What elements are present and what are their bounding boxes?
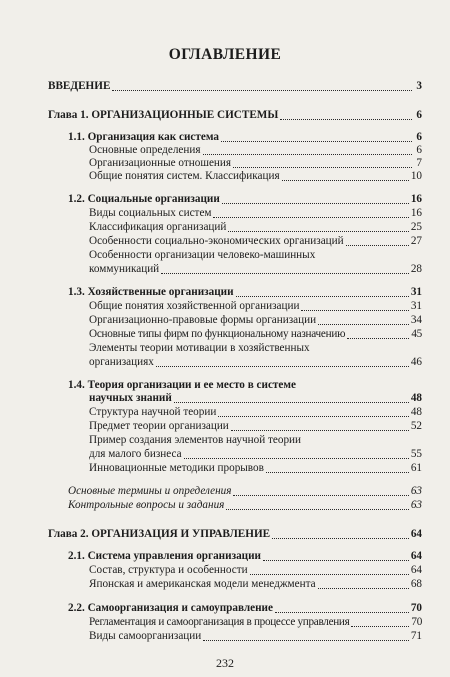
- toc-entry-section-1-4: 1.4. Теория организации и ее место в системе: [68, 379, 296, 391]
- dot-leader: [203, 639, 409, 641]
- dot-leader: [226, 508, 408, 510]
- toc-entry-subsection: коммуникаций 28: [89, 263, 422, 275]
- toc-heading: ОГЛАВЛЕНИЕ: [168, 46, 282, 63]
- dot-leader: [236, 295, 409, 297]
- dot-leader: [228, 230, 408, 232]
- toc-entry-subsection: Виды самоорганизации 71: [89, 630, 422, 642]
- dot-leader: [161, 272, 409, 274]
- dot-leader: [275, 611, 409, 613]
- toc-entry-introduction: ВВЕДЕНИЕ 3: [48, 80, 422, 92]
- dot-leader: [203, 153, 413, 155]
- dot-leader: [272, 537, 409, 539]
- dot-leader: [233, 166, 412, 168]
- toc-entry-subsection: для малого бизнеса 55: [89, 448, 422, 460]
- dot-leader: [250, 573, 409, 575]
- toc-entry-subsection: Организационные отношения 7: [89, 157, 422, 169]
- toc-entry-questions: Контрольные вопросы и задания 63: [68, 499, 422, 511]
- dot-leader: [156, 365, 409, 367]
- dot-leader: [280, 118, 412, 120]
- toc-entry-subsection: организациях 46: [89, 356, 422, 368]
- toc-entry-subsection-line: Особенности организации человеко-машинных: [89, 249, 316, 261]
- page-number: 232: [216, 656, 234, 670]
- dot-leader: [301, 309, 408, 311]
- toc-entry-subsection: Регламентация и самоорганизация в процессе управления 70: [89, 616, 422, 628]
- dot-leader: [351, 625, 409, 627]
- dot-leader: [184, 457, 409, 459]
- dot-leader: [347, 337, 409, 339]
- toc-entry-subsection: Японская и американская модели менеджмента 68: [89, 578, 422, 590]
- dot-leader: [318, 587, 409, 589]
- toc-entry-subsection: Основные определения 6: [89, 144, 422, 156]
- toc-entry-subsection: Структура научной теории 48: [89, 406, 422, 418]
- toc-entry-section-2-2: 2.2. Самоорганизация и самоуправление 70: [68, 602, 422, 614]
- toc-entry-chapter-2: Глава 2. ОРГАНИЗАЦИЯ И УПРАВЛЕНИЕ 64: [48, 528, 422, 540]
- toc-entry-section-1-2: 1.2. Социальные организации 16: [68, 193, 422, 205]
- dot-leader: [174, 401, 409, 403]
- dot-leader: [218, 415, 408, 417]
- toc-entry-subsection: Инновационные методики прорывов 61: [89, 462, 422, 474]
- dot-leader: [213, 216, 408, 218]
- toc-entry-subsection: Общие понятия систем. Классификация 10: [89, 170, 422, 182]
- toc-entry-section-1-4-cont: научных знаний 48: [89, 392, 422, 404]
- dot-leader: [222, 202, 409, 204]
- dot-leader: [263, 559, 409, 561]
- toc-entry-section-2-1: 2.1. Система управления организации 64: [68, 550, 422, 562]
- toc-entry-subsection: Основные типы фирм по функциональному назначению 45: [89, 328, 422, 340]
- toc-entry-subsection: Организационно-правовые формы организации 34: [89, 314, 422, 326]
- toc-entry-subsection: Классификация организаций 25: [89, 221, 422, 233]
- toc-entry-section-1-1: 1.1. Организация как система 6: [68, 131, 422, 143]
- dot-leader: [282, 179, 409, 181]
- toc-entry-subsection: Предмет теории организации 52: [89, 420, 422, 432]
- dot-leader: [346, 244, 409, 246]
- toc-entry-subsection: Общие понятия хозяйственной организации 31: [89, 300, 422, 312]
- toc-entry-subsection: Виды социальных систем 16: [89, 207, 422, 219]
- toc-entry-terms: Основные термины и определения 63: [68, 485, 422, 497]
- dot-leader: [318, 323, 409, 325]
- toc-entry-subsection: Состав, структура и особенности 64: [89, 564, 422, 576]
- dot-leader: [221, 140, 412, 142]
- dot-leader: [231, 429, 409, 431]
- dot-leader: [112, 89, 412, 91]
- toc-entry-subsection: Особенности социально-экономических организаций 27: [89, 235, 422, 247]
- dot-leader: [266, 471, 409, 473]
- toc-entry-chapter-1: Глава 1. ОРГАНИЗАЦИОННЫЕ СИСТЕМЫ 6: [48, 109, 422, 121]
- toc-entry-subsection-line: Элементы теории мотивации в хозяйственных: [89, 342, 310, 354]
- toc-entry-section-1-3: 1.3. Хозяйственные организации 31: [68, 286, 422, 298]
- toc-entry-subsection-line: Пример создания элементов научной теории: [89, 434, 302, 446]
- dot-leader: [233, 494, 408, 496]
